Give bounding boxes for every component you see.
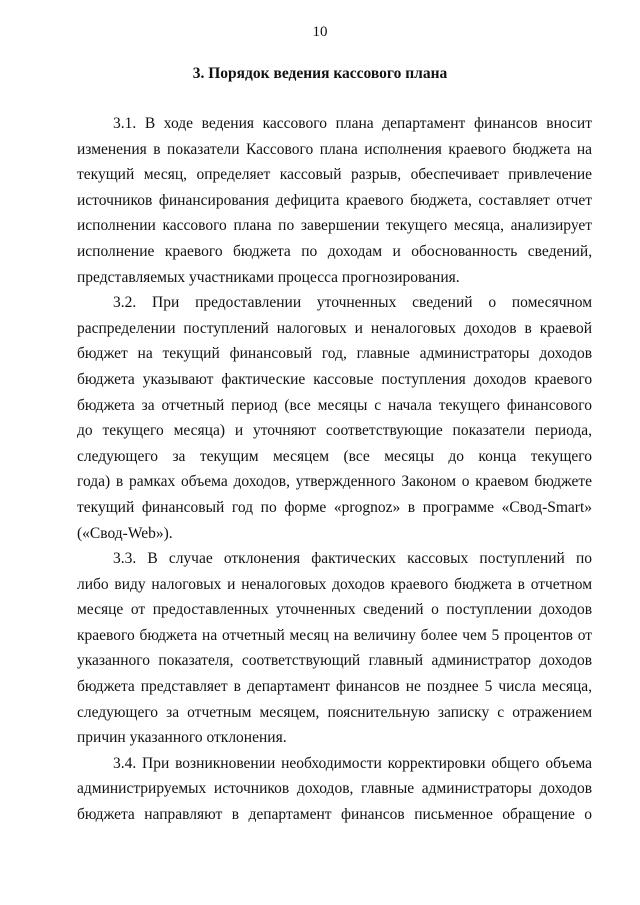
text-line: распределении поступлений налоговых и неналоговых доходов в краевой <box>77 319 592 337</box>
text-line: 3.3. В случае отклонения фактических кассовых поступлений по <box>113 550 592 568</box>
section-title: 3. Порядок ведения кассового плана <box>192 65 448 82</box>
text-line: 3.1. В ходе ведения кассового плана департамент финансов вносит <box>113 115 592 132</box>
text-line: следующего за отчетным месяцем, пояснительную записку с отражением <box>77 703 592 721</box>
text-line: причин указанного отклонения. <box>77 729 287 747</box>
page-number: 10 <box>312 24 328 40</box>
text-line: указанного показателя, соответствующий главный администратор доходов <box>77 652 592 670</box>
text-line: текущий финансовый год по форме «prognoz» в программе «Свод-Smart» <box>77 498 592 516</box>
body-text <box>77 111 592 828</box>
text-line: 3.4. При возникновении необходимости корректировки общего объема <box>113 754 592 772</box>
text-line: следующего за текущим месяцем (все месяцы до конца текущего <box>77 447 592 465</box>
text-line: до текущего месяца) и уточняют соответствующие показатели периода, <box>77 422 592 440</box>
text-line: года) в рамках объема доходов, утвержденного Законом о краевом бюджете <box>77 473 592 491</box>
text-line: бюджета представляет в департамент финансов не позднее 5 числа месяца, <box>77 678 592 696</box>
paragraph-3-2 <box>77 290 592 546</box>
text-line: месяце от предоставленных уточненных сведений о поступлении доходов <box>77 601 592 619</box>
text-line: представляемых участниками процесса прогнозирования. <box>77 268 460 286</box>
text-line: текущий месяц, определяет кассовый разрыв, обеспечивает привлечение <box>77 166 592 184</box>
text-line: либо виду налоговых и неналоговых доходов краевого бюджета в отчетном <box>77 575 592 593</box>
text-line: бюджета указывают фактические кассовые поступления доходов краевого <box>77 370 592 388</box>
text-line: бюджета за отчетный период (все месяцы с начала текущего финансового <box>77 396 592 414</box>
text-line: бюджета направляют в департамент финансов письменное обращение о <box>77 806 592 824</box>
text-line: 3.2. При предоставлении уточненных сведений о помесячном <box>113 294 592 312</box>
text-line: исполнение краевого бюджета по доходам и обоснованность сведений, <box>77 242 592 260</box>
text-line: изменения в показатели Кассового плана исполнения краевого бюджета на <box>77 140 592 158</box>
paragraph-3-1 <box>77 111 592 290</box>
text-line: источников финансирования дефицита краевого бюджета, составляет отчет <box>77 191 592 209</box>
paragraph-3-4 <box>77 751 592 828</box>
text-line: краевого бюджета на отчетный месяц на величину более чем 5 процентов от <box>77 626 592 644</box>
paragraph-3-3 <box>77 546 592 751</box>
text-line: исполнении кассового плана по завершении текущего месяца, анализирует <box>77 217 592 235</box>
text-line: администрируемых источников доходов, главные администраторы доходов <box>77 780 592 798</box>
text-line: («Свод-Web»). <box>77 524 173 542</box>
text-line: бюджет на текущий финансовый год, главные администраторы доходов <box>77 345 592 363</box>
